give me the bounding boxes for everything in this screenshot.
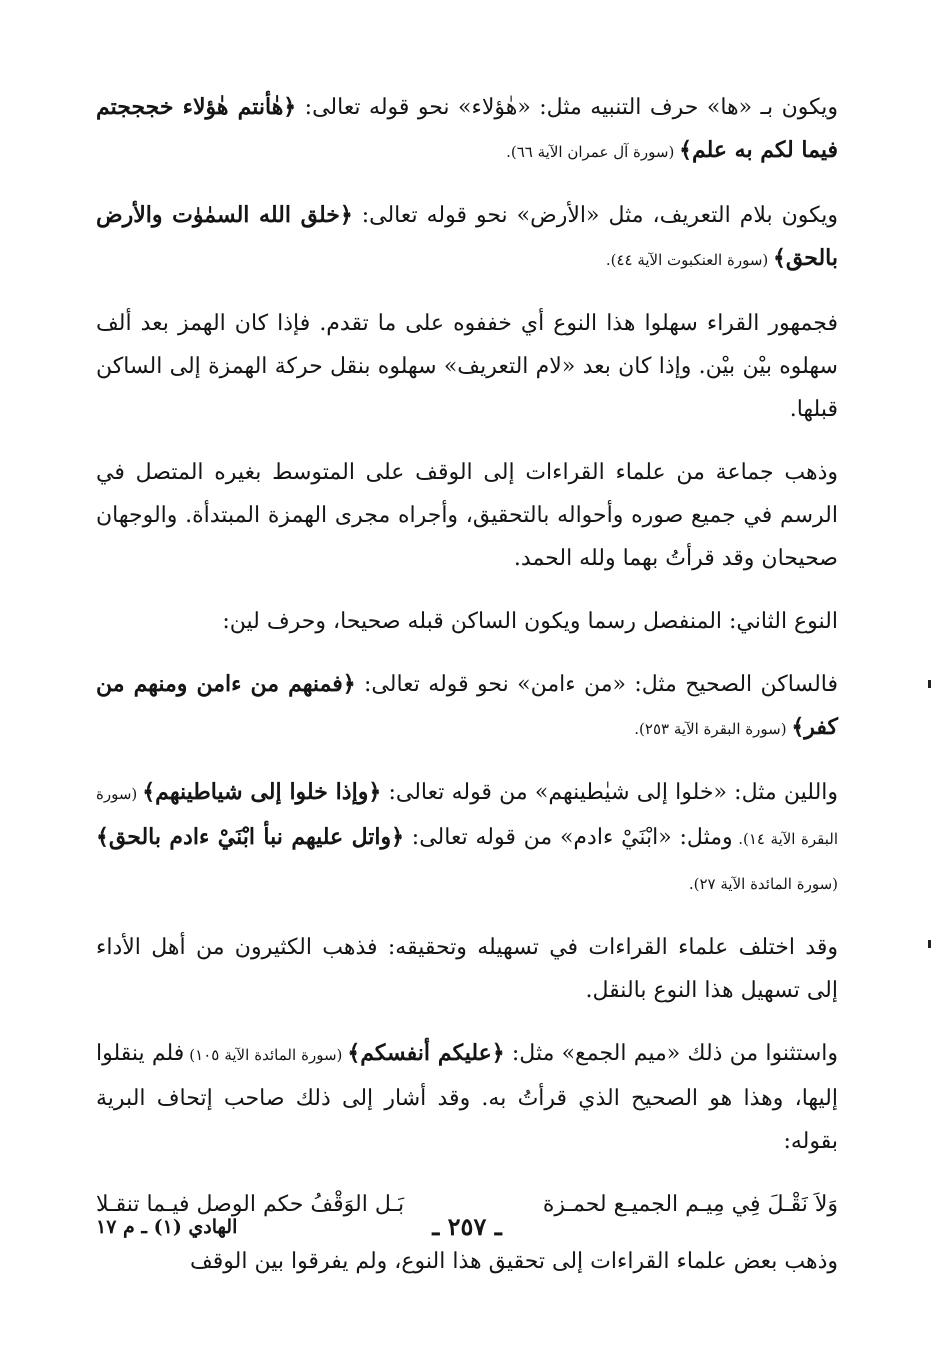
edge-mark: [928, 940, 931, 948]
paragraph-text: واللين مثل: «خلوا إلى شيٰطينهم» من قوله تعالى:: [381, 780, 839, 805]
page-number: ـ ٢٥٧ ـ: [432, 1212, 502, 1241]
paragraph: [96, 194, 838, 282]
surah-reference: (سورة المائدة الآية ١٠٥): [184, 1046, 348, 1064]
paragraph-text: وذهب جماعة من علماء القراءات إلى الوقف على المتوسط بغيره المتصل في الرسم في جميع صوره وأحواله بالتحقيق، وأجراه مجرى الهمزة المبتدأة. والوجهان صحيحان وقد قرأتُ بهما ولله الحمد.: [96, 460, 839, 571]
paragraph-text: واستثنوا من ذلك «ميم الجمع» مثل:: [504, 1041, 838, 1066]
page-body: [96, 86, 838, 1303]
edge-mark: [928, 680, 931, 688]
surah-reference: (سورة آل عمران الآية ٦٦).: [506, 143, 680, 161]
paragraph: [96, 451, 838, 580]
paragraph-text: ويكون بلام التعريف، مثل «الأرض» نحو قوله تعالى:: [352, 203, 838, 228]
paragraph: [96, 771, 838, 906]
paragraph: [96, 302, 838, 431]
last-paragraph: وذهب بعض علماء القراءات إلى تحقيق هذا النوع، ولم يفرقوا بين الوقف: [189, 1249, 838, 1274]
quran-quote: ﴿هٰأنتم هٰؤلاء خجججتم فيما لكم به علم﴾: [96, 94, 838, 163]
page-footer: [96, 1212, 838, 1252]
paragraph-text: ومثل: «ابْنَيْ ءادم» من قوله تعالى:: [404, 825, 733, 850]
book-signature: الهادي (١) ـ م ١٧: [96, 1216, 238, 1238]
surah-reference: (سورة البقرة الآية ١٤).: [96, 785, 839, 848]
surah-reference: (سورة العنكبوت الآية ٤٤).: [605, 251, 774, 269]
paragraph-text: النوع الثاني: المنفصل رسما ويكون الساكن قبله صحيحا، وحرف لين:: [222, 609, 838, 634]
quran-quote: ﴿عليكم أنفسكم﴾: [347, 1040, 505, 1066]
quran-quote: ﴿وإذا خلوا إلى شياطينهم﴾: [142, 779, 382, 805]
paragraph-text: فالساكن الصحيح مثل: «من ءامن» نحو قوله تعالى:: [355, 672, 838, 697]
paragraph-list: [96, 86, 838, 1163]
paragraph: [96, 663, 838, 751]
paragraph: [96, 86, 838, 174]
paragraph: [96, 926, 838, 1012]
paragraph-text: ويكون بـ «ها» حرف التنبيه مثل: «هٰؤلاء» نحو قوله تعالى:: [296, 95, 838, 120]
quran-quote: ﴿خلق الله السمٰوٰت والأرض بالحق﴾: [96, 202, 838, 271]
paragraph-text: فجمهور القراء سهلوا هذا النوع أي خففوه على ما تقدم. فإذا كان الهمز بعد ألف سهلوه بيْن بيْن. وإذا كان بعد «لام التعريف» سهلوه بنقل حركة الهمزة إلى الساكن قبلها.: [96, 311, 838, 422]
quran-quote: ﴿فمنهم من ءامن ومنهم من كفر﴾: [96, 671, 838, 740]
paragraph: [96, 1032, 838, 1163]
verse-second-hemistich: بَـل الوَقْفُ حكم الوصل فيـما تنقـلا: [96, 1192, 405, 1217]
paragraph-text: وقد اختلف علماء القراءات في تسهيله وتحقيقه: فذهب الكثيرون من أهل الأداء إلى تسهيل هذا النوع بالنقل.: [96, 935, 838, 1003]
paragraph-text: فلم ينقلوا إليها، وهذا هو الصحيح الذي قرأتُ به. وقد أشار إلى ذلك صاحب إتحاف البرية بقوله:: [96, 1041, 838, 1154]
paragraph: [96, 600, 838, 643]
quran-quote: ﴿واتل عليهم نبأ ابْنَيْ ءادم بالحق﴾: [96, 824, 405, 850]
surah-reference: (سورة البقرة الآية ٢٥٣).: [634, 720, 792, 738]
surah-reference: (سورة المائدة الآية ٢٧).: [688, 875, 838, 893]
verse-first-hemistich: وَلاَ نَقْـلَ فِي مِيـم الجميـع لحمـزة: [542, 1192, 838, 1217]
